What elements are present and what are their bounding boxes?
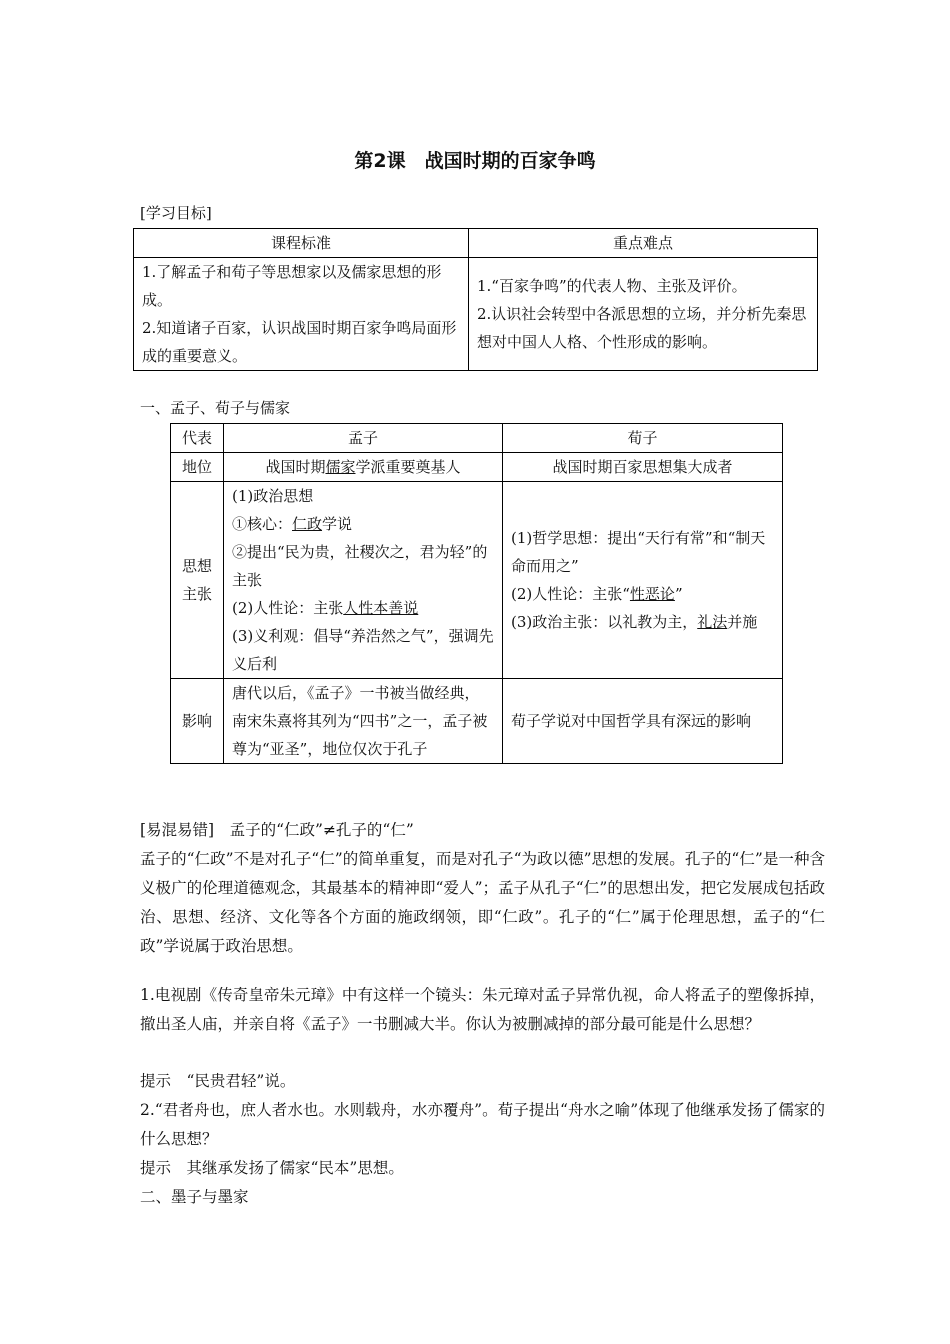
- text: 战国时期: [265, 458, 326, 476]
- underlined-text: 礼法: [697, 613, 728, 631]
- answer-1: 提示 “民贵君轻”说。: [140, 1072, 296, 1090]
- page-title: 第2课 战国时期的百家争鸣: [354, 150, 596, 172]
- question-1: 1.电视剧《传奇皇帝朱元璋》中有这样一个镜头：朱元璋对孟子异常仇视，命人将孟子的塑像拆掉，撤出圣人庙，并亲自将《孟子》一书删减大半。你认为被删减掉的部分最可能是什么思想？: [140, 986, 825, 1033]
- mencius-thought: [224, 482, 503, 679]
- col-header-xunzi: 荀子: [503, 424, 783, 453]
- underlined-text: 儒家: [325, 458, 356, 476]
- text: (1)政治思想: [232, 487, 314, 505]
- xunzi-influence: 荀子学说对中国哲学具有深远的影响: [503, 679, 783, 764]
- text-line: [511, 608, 774, 636]
- section2-heading: 二、墨子与墨家: [140, 1188, 249, 1206]
- text: (2)人性论：主张: [232, 599, 344, 617]
- table-row: [171, 453, 783, 482]
- text: (3)义利观：倡导“养浩然之气”，强调先义后利: [232, 627, 494, 673]
- text: 并施: [727, 613, 758, 631]
- xunzi-thought: [503, 482, 783, 679]
- text: ②提出“民为贵，社稷次之，君为轻”的主张: [232, 543, 488, 589]
- question-2: 2.“君者舟也，庶人者水也。水则载舟，水亦覆舟”。荀子提出“舟水之喻”体现了他继承发扬了儒家的什么思想？: [140, 1101, 825, 1148]
- underlined-text: 人性本善说: [343, 599, 419, 617]
- col-header-rep: 代表: [171, 424, 224, 453]
- header-key-points: 重点难点: [469, 229, 818, 258]
- row-label-thought: [171, 482, 224, 679]
- section1-heading: 一、孟子、荀子与儒家: [140, 399, 291, 417]
- text: (1)哲学思想：提出“天行有常”和“制天命而用之”: [511, 529, 766, 575]
- learning-goals-label: [学习目标]: [140, 204, 212, 222]
- standard-item: 1.了解孟子和荀子等思想家以及儒家思想的形成。: [142, 263, 442, 309]
- confusion-body: 孟子的“仁政”不是对孔子“仁”的简单重复，而是对孔子“为政以德”思想的发展。孔子的“仁”是一种含义极广的伦理道德观念，其最基本的精神即“爱人”；孟子从孔子“仁”的思想出发，把它发展成包括政治、思想、经济、文化等各个方面的施政纲领，即“仁政”。孔子的“仁”属于伦理思想，孟子的“仁政”学说属于政治思想。: [140, 850, 825, 955]
- goals-header-row: [134, 229, 818, 258]
- learning-goals-table: [133, 228, 818, 371]
- header-standards: 课程标准: [134, 229, 469, 258]
- text: 学派重要奠基人: [355, 458, 461, 476]
- table-row: [171, 424, 783, 453]
- key-points-cell: [469, 258, 818, 371]
- row-label-status: 地位: [171, 453, 224, 482]
- text: (3)政治主张：以礼教为主，: [511, 613, 698, 631]
- text: 主张: [181, 585, 212, 603]
- row-label-influence: 影响: [171, 679, 224, 764]
- underlined-text: 仁政: [292, 515, 323, 533]
- text: 思想: [181, 557, 212, 575]
- goals-body-row: [134, 258, 818, 371]
- key-point-item: 1.“百家争鸣”的代表人物、主张及评价。: [477, 277, 747, 295]
- text-line: [511, 580, 774, 608]
- text: 学说: [322, 515, 353, 533]
- xunzi-status: 战国时期百家思想集大成者: [503, 453, 783, 482]
- underlined-text: 性恶论: [629, 585, 675, 603]
- key-point-item: 2.认识社会转型中各派思想的立场，并分析先秦思想对中国人人格、个性形成的影响。: [477, 305, 807, 351]
- text-line: [232, 594, 494, 622]
- mencius-status: [224, 453, 503, 482]
- standards-cell: [134, 258, 469, 371]
- confusion-title: [易混易错] 孟子的“仁政”≠孔子的“仁”: [140, 821, 414, 839]
- standard-item: 2.知道诸子百家，认识战国时期百家争鸣局面形成的重要意义。: [142, 319, 457, 365]
- text: ①核心：: [232, 515, 293, 533]
- col-header-mencius: 孟子: [224, 424, 503, 453]
- answer-2: 提示 其继承发扬了儒家“民本”思想。: [140, 1159, 404, 1177]
- mencius-influence: 唐代以后，《孟子》一书被当做经典，南宋朱熹将其列为“四书”之一，孟子被尊为“亚圣”，地位仅次于孔子: [224, 679, 503, 764]
- table-row: [171, 482, 783, 679]
- mencius-xunzi-table: [170, 423, 783, 764]
- text-line: [232, 510, 494, 538]
- table-row: [171, 679, 783, 764]
- text: ”: [674, 585, 683, 603]
- text: (2)人性论：主张“: [511, 585, 630, 603]
